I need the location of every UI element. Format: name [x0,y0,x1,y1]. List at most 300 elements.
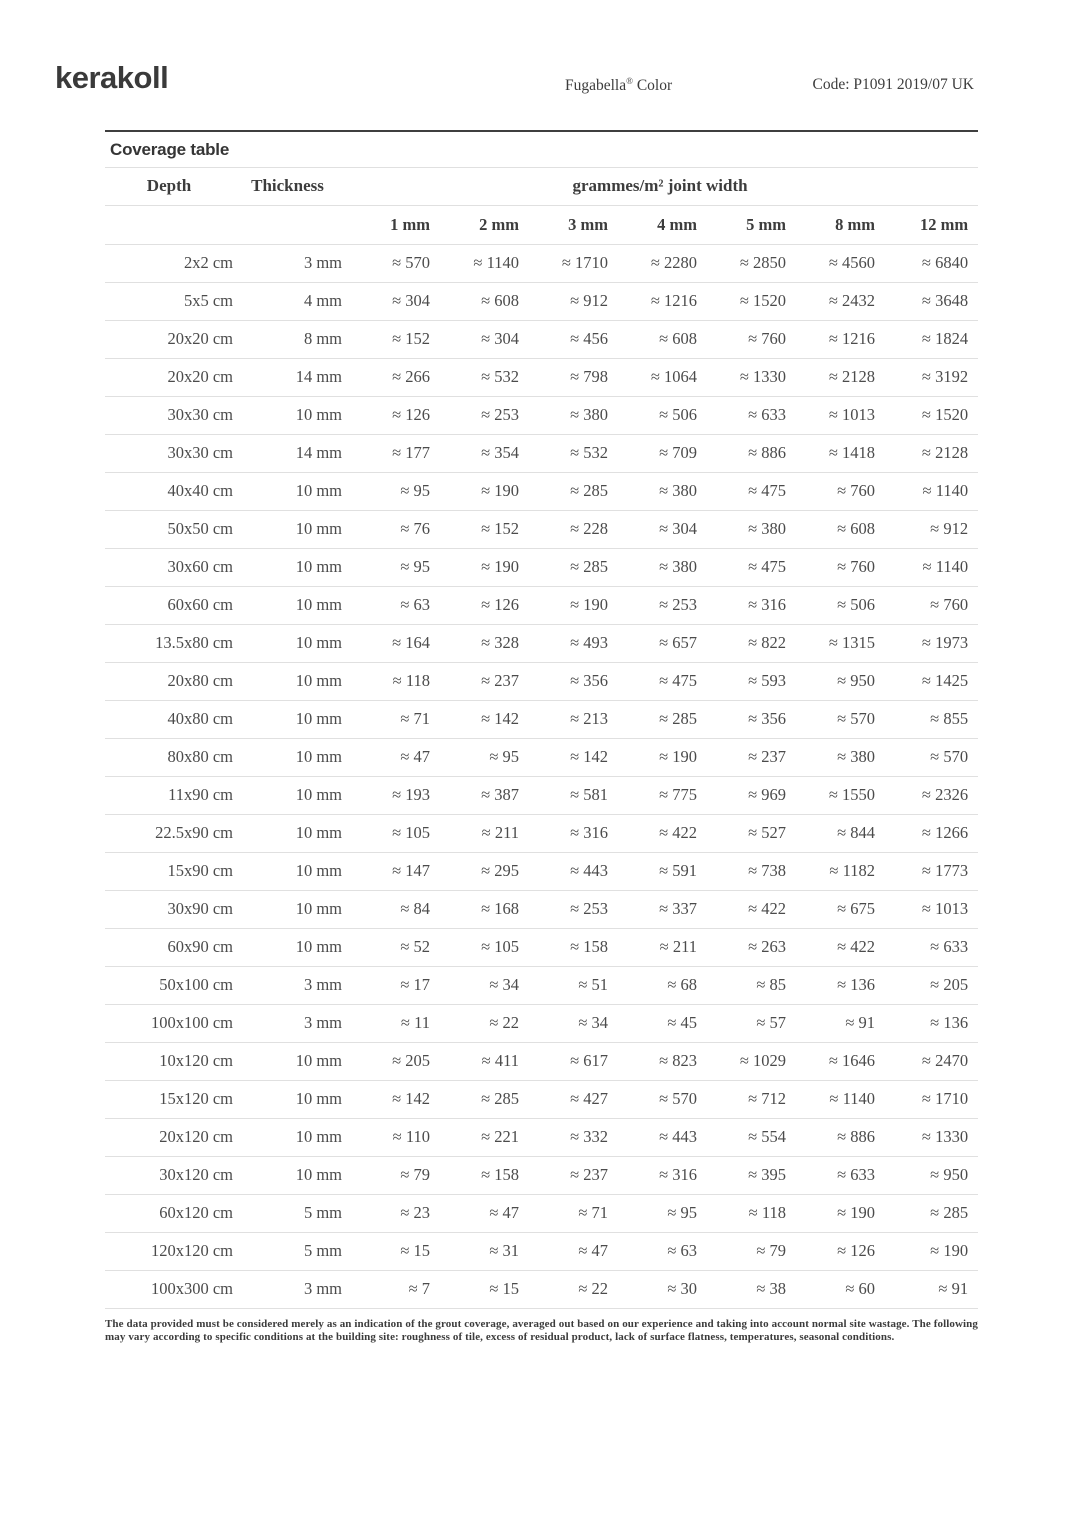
kerakoll-logo: kerakoll [55,60,169,95]
value-cell: ≈ 570 [608,1080,697,1118]
value-cell: ≈ 1973 [875,624,978,662]
value-cell: ≈ 912 [519,282,608,320]
value-cell: ≈ 1520 [875,396,978,434]
table-row [105,890,978,928]
table-header-row [105,168,978,205]
value-cell: ≈ 855 [875,700,978,738]
thickness-cell: 3 mm [233,1004,342,1042]
value-cell: ≈ 57 [697,1004,786,1042]
value-cell: ≈ 422 [786,928,875,966]
depth-cell: 5x5 cm [105,282,233,320]
value-cell: ≈ 356 [519,662,608,700]
value-cell: ≈ 422 [608,814,697,852]
value-cell: ≈ 52 [342,928,430,966]
value-cell: ≈ 1182 [786,852,875,890]
value-cell: ≈ 213 [519,700,608,738]
value-cell: ≈ 1418 [786,434,875,472]
value-cell: ≈ 158 [430,1156,519,1194]
value-cell: ≈ 1064 [608,358,697,396]
value-cell: ≈ 2326 [875,776,978,814]
value-cell: ≈ 190 [875,1232,978,1270]
value-cell: ≈ 475 [697,548,786,586]
value-cell: ≈ 443 [608,1118,697,1156]
value-cell: ≈ 211 [608,928,697,966]
table-row [105,966,978,1004]
value-cell: ≈ 950 [786,662,875,700]
table-row [105,1270,978,1308]
depth-cell: 30x30 cm [105,396,233,434]
value-cell: ≈ 316 [697,586,786,624]
thickness-cell: 14 mm [233,434,342,472]
depth-cell: 11x90 cm [105,776,233,814]
value-cell: ≈ 142 [519,738,608,776]
table-row [105,776,978,814]
value-cell: ≈ 147 [342,852,430,890]
value-cell: ≈ 3648 [875,282,978,320]
value-cell: ≈ 34 [519,1004,608,1042]
thickness-cell: 10 mm [233,814,342,852]
value-cell: ≈ 593 [697,662,786,700]
table-row [105,1232,978,1270]
thickness-cell: 10 mm [233,700,342,738]
table-row [105,1080,978,1118]
value-cell: ≈ 380 [608,548,697,586]
value-cell: ≈ 190 [519,586,608,624]
joint-width-group-header: grammes/m² joint width [342,168,978,205]
value-cell: ≈ 190 [430,472,519,510]
value-cell: ≈ 608 [430,282,519,320]
value-cell: ≈ 1216 [786,320,875,358]
value-cell: ≈ 844 [786,814,875,852]
value-cell: ≈ 1330 [697,358,786,396]
joint-width-header: 2 mm [430,205,519,244]
thickness-cell: 10 mm [233,1156,342,1194]
value-cell: ≈ 51 [519,966,608,1004]
value-cell: ≈ 105 [342,814,430,852]
table-row [105,1118,978,1156]
value-cell: ≈ 237 [430,662,519,700]
value-cell: ≈ 237 [697,738,786,776]
value-cell: ≈ 152 [430,510,519,548]
depth-cell: 30x90 cm [105,890,233,928]
value-cell: ≈ 709 [608,434,697,472]
value-cell: ≈ 1646 [786,1042,875,1080]
value-cell: ≈ 79 [342,1156,430,1194]
value-cell: ≈ 1710 [875,1080,978,1118]
value-cell: ≈ 411 [430,1042,519,1080]
value-cell: ≈ 2280 [608,244,697,282]
value-cell: ≈ 266 [342,358,430,396]
value-cell: ≈ 328 [430,624,519,662]
table-row [105,700,978,738]
value-cell: ≈ 60 [786,1270,875,1308]
thickness-cell: 3 mm [233,244,342,282]
value-cell: ≈ 427 [519,1080,608,1118]
table-row [105,1042,978,1080]
value-cell: ≈ 337 [608,890,697,928]
value-cell: ≈ 142 [342,1080,430,1118]
thickness-cell: 10 mm [233,890,342,928]
value-cell: ≈ 316 [519,814,608,852]
value-cell: ≈ 554 [697,1118,786,1156]
value-cell: ≈ 475 [608,662,697,700]
value-cell: ≈ 2470 [875,1042,978,1080]
value-cell: ≈ 11 [342,1004,430,1042]
value-cell: ≈ 380 [519,396,608,434]
depth-cell: 30x30 cm [105,434,233,472]
thickness-cell: 3 mm [233,1270,342,1308]
value-cell: ≈ 1425 [875,662,978,700]
value-cell: ≈ 1029 [697,1042,786,1080]
value-cell: ≈ 71 [519,1194,608,1232]
value-cell: ≈ 285 [608,700,697,738]
value-cell: ≈ 591 [608,852,697,890]
value-cell: ≈ 136 [786,966,875,1004]
thickness-cell: 10 mm [233,1042,342,1080]
depth-cell: 22.5x90 cm [105,814,233,852]
thickness-cell: 5 mm [233,1194,342,1232]
value-cell: ≈ 263 [697,928,786,966]
joint-width-header: 8 mm [786,205,875,244]
value-cell: ≈ 570 [342,244,430,282]
joint-width-header: 1 mm [342,205,430,244]
thickness-cell: 10 mm [233,928,342,966]
value-cell: ≈ 617 [519,1042,608,1080]
depth-cell: 10x120 cm [105,1042,233,1080]
thickness-cell: 10 mm [233,662,342,700]
value-cell: ≈ 126 [342,396,430,434]
value-cell: ≈ 760 [697,320,786,358]
value-cell: ≈ 221 [430,1118,519,1156]
value-cell: ≈ 63 [342,586,430,624]
thickness-cell: 10 mm [233,396,342,434]
value-cell: ≈ 47 [430,1194,519,1232]
value-cell: ≈ 1550 [786,776,875,814]
value-cell: ≈ 506 [608,396,697,434]
thickness-cell: 10 mm [233,624,342,662]
value-cell: ≈ 354 [430,434,519,472]
value-cell: ≈ 118 [342,662,430,700]
value-cell: ≈ 3192 [875,358,978,396]
joint-width-header: 5 mm [697,205,786,244]
value-cell: ≈ 527 [697,814,786,852]
value-cell: ≈ 1773 [875,852,978,890]
value-cell: ≈ 969 [697,776,786,814]
value-cell: ≈ 422 [697,890,786,928]
value-cell: ≈ 332 [519,1118,608,1156]
value-cell: ≈ 657 [608,624,697,662]
joint-width-header: 3 mm [519,205,608,244]
value-cell: ≈ 76 [342,510,430,548]
value-cell: ≈ 71 [342,700,430,738]
value-cell: ≈ 712 [697,1080,786,1118]
depth-cell: 40x40 cm [105,472,233,510]
value-cell: ≈ 1710 [519,244,608,282]
value-cell: ≈ 608 [608,320,697,358]
product-name [565,76,672,95]
thickness-cell: 10 mm [233,586,342,624]
value-cell: ≈ 22 [519,1270,608,1308]
value-cell: ≈ 493 [519,624,608,662]
value-cell: ≈ 1013 [786,396,875,434]
empty-header-cell [233,205,342,244]
value-cell: ≈ 47 [519,1232,608,1270]
thickness-column-header: Thickness [233,168,342,205]
table-row [105,738,978,776]
value-cell: ≈ 950 [875,1156,978,1194]
depth-cell: 13.5x80 cm [105,624,233,662]
value-cell: ≈ 304 [608,510,697,548]
value-cell: ≈ 886 [697,434,786,472]
value-cell: ≈ 285 [875,1194,978,1232]
table-row [105,510,978,548]
value-cell: ≈ 1315 [786,624,875,662]
joint-width-header: 4 mm [608,205,697,244]
table-row [105,434,978,472]
thickness-cell: 10 mm [233,852,342,890]
value-cell: ≈ 633 [697,396,786,434]
value-cell: ≈ 164 [342,624,430,662]
value-cell: ≈ 798 [519,358,608,396]
value-cell: ≈ 15 [342,1232,430,1270]
value-cell: ≈ 395 [697,1156,786,1194]
depth-cell: 40x80 cm [105,700,233,738]
value-cell: ≈ 1140 [430,244,519,282]
value-cell: ≈ 228 [519,510,608,548]
value-cell: ≈ 2432 [786,282,875,320]
value-cell: ≈ 91 [875,1270,978,1308]
value-cell: ≈ 1824 [875,320,978,358]
value-cell: ≈ 63 [608,1232,697,1270]
value-cell: ≈ 2850 [697,244,786,282]
value-cell: ≈ 190 [608,738,697,776]
value-cell: ≈ 675 [786,890,875,928]
footnote: The data provided must be considered merely as an indication of the grout coverage, averaged out based on our experience and taking into account normal site wastage. The following may vary according to specific conditions at the building site: roughness of tile, excess of residual product, lack of surface flatness, temperatures, seasonal conditions. [105,1317,978,1343]
depth-cell: 100x100 cm [105,1004,233,1042]
value-cell: ≈ 633 [786,1156,875,1194]
value-cell: ≈ 633 [875,928,978,966]
table-row [105,320,978,358]
depth-cell: 20x20 cm [105,320,233,358]
value-cell: ≈ 886 [786,1118,875,1156]
value-cell: ≈ 190 [786,1194,875,1232]
depth-cell: 60x60 cm [105,586,233,624]
value-cell: ≈ 304 [342,282,430,320]
table-row [105,358,978,396]
value-cell: ≈ 912 [875,510,978,548]
value-cell: ≈ 31 [430,1232,519,1270]
value-cell: ≈ 23 [342,1194,430,1232]
value-cell: ≈ 34 [430,966,519,1004]
depth-cell: 30x60 cm [105,548,233,586]
value-cell: ≈ 532 [430,358,519,396]
value-cell: ≈ 2128 [786,358,875,396]
value-cell: ≈ 22 [430,1004,519,1042]
value-cell: ≈ 193 [342,776,430,814]
depth-cell: 80x80 cm [105,738,233,776]
depth-cell: 100x300 cm [105,1270,233,1308]
value-cell: ≈ 1140 [786,1080,875,1118]
value-cell: ≈ 95 [608,1194,697,1232]
value-cell: ≈ 211 [430,814,519,852]
value-cell: ≈ 380 [608,472,697,510]
depth-cell: 50x100 cm [105,966,233,1004]
table-row [105,472,978,510]
value-cell: ≈ 152 [342,320,430,358]
table-row [105,928,978,966]
value-cell: ≈ 456 [519,320,608,358]
value-cell: ≈ 1140 [875,472,978,510]
value-cell: ≈ 295 [430,852,519,890]
value-cell: ≈ 95 [430,738,519,776]
table-row [105,586,978,624]
value-cell: ≈ 285 [430,1080,519,1118]
value-cell: ≈ 253 [430,396,519,434]
depth-cell: 30x120 cm [105,1156,233,1194]
value-cell: ≈ 316 [608,1156,697,1194]
value-cell: ≈ 7 [342,1270,430,1308]
depth-cell: 120x120 cm [105,1232,233,1270]
thickness-cell: 10 mm [233,1080,342,1118]
value-cell: ≈ 190 [430,548,519,586]
coverage-table-title: Coverage table [110,139,230,159]
value-cell: ≈ 110 [342,1118,430,1156]
coverage-table-title-block [105,130,978,168]
table-row [105,662,978,700]
thickness-cell: 3 mm [233,966,342,1004]
value-cell: ≈ 85 [697,966,786,1004]
value-cell: ≈ 253 [519,890,608,928]
registered-trademark-symbol: ® [626,76,633,86]
value-cell: ≈ 380 [786,738,875,776]
value-cell: ≈ 79 [697,1232,786,1270]
value-cell: ≈ 285 [519,548,608,586]
thickness-cell: 10 mm [233,548,342,586]
table-row [105,1194,978,1232]
thickness-cell: 8 mm [233,320,342,358]
value-cell: ≈ 822 [697,624,786,662]
value-cell: ≈ 532 [519,434,608,472]
thickness-cell: 14 mm [233,358,342,396]
value-cell: ≈ 304 [430,320,519,358]
value-cell: ≈ 84 [342,890,430,928]
table-row [105,282,978,320]
value-cell: ≈ 205 [875,966,978,1004]
value-cell: ≈ 760 [786,472,875,510]
value-cell: ≈ 1266 [875,814,978,852]
depth-cell: 20x80 cm [105,662,233,700]
value-cell: ≈ 443 [519,852,608,890]
value-cell: ≈ 205 [342,1042,430,1080]
value-cell: ≈ 1140 [875,548,978,586]
value-cell: ≈ 95 [342,472,430,510]
value-cell: ≈ 105 [430,928,519,966]
value-cell: ≈ 738 [697,852,786,890]
table-row [105,548,978,586]
value-cell: ≈ 253 [608,586,697,624]
thickness-cell: 10 mm [233,776,342,814]
table-row [105,814,978,852]
value-cell: ≈ 168 [430,890,519,928]
value-cell: ≈ 356 [697,700,786,738]
value-cell: ≈ 387 [430,776,519,814]
value-cell: ≈ 2128 [875,434,978,472]
value-cell: ≈ 775 [608,776,697,814]
thickness-cell: 4 mm [233,282,342,320]
table-row [105,624,978,662]
table-row [105,244,978,282]
depth-cell: 50x50 cm [105,510,233,548]
depth-cell: 60x90 cm [105,928,233,966]
depth-cell: 15x90 cm [105,852,233,890]
value-cell: ≈ 95 [342,548,430,586]
value-cell: ≈ 285 [519,472,608,510]
depth-cell: 20x20 cm [105,358,233,396]
value-cell: ≈ 1216 [608,282,697,320]
table-row [105,852,978,890]
value-cell: ≈ 760 [786,548,875,586]
depth-cell: 20x120 cm [105,1118,233,1156]
depth-column-header: Depth [105,168,233,205]
value-cell: ≈ 126 [786,1232,875,1270]
value-cell: ≈ 475 [697,472,786,510]
value-cell: ≈ 380 [697,510,786,548]
coverage-table [105,168,978,1309]
value-cell: ≈ 1520 [697,282,786,320]
joint-width-header-row [105,205,978,244]
value-cell: ≈ 237 [519,1156,608,1194]
thickness-cell: 10 mm [233,510,342,548]
document-code: Code: P1091 2019/07 UK [812,76,974,93]
value-cell: ≈ 608 [786,510,875,548]
value-cell: ≈ 570 [875,738,978,776]
product-name-variant: Color [632,77,673,94]
content-area [105,130,978,1345]
thickness-cell: 10 mm [233,1118,342,1156]
value-cell: ≈ 6840 [875,244,978,282]
value-cell: ≈ 4560 [786,244,875,282]
value-cell: ≈ 136 [875,1004,978,1042]
thickness-cell: 5 mm [233,1232,342,1270]
value-cell: ≈ 506 [786,586,875,624]
table-row [105,1156,978,1194]
value-cell: ≈ 47 [342,738,430,776]
value-cell: ≈ 760 [875,586,978,624]
value-cell: ≈ 30 [608,1270,697,1308]
value-cell: ≈ 126 [430,586,519,624]
value-cell: ≈ 91 [786,1004,875,1042]
value-cell: ≈ 38 [697,1270,786,1308]
value-cell: ≈ 45 [608,1004,697,1042]
table-row [105,1004,978,1042]
value-cell: ≈ 158 [519,928,608,966]
value-cell: ≈ 17 [342,966,430,1004]
value-cell: ≈ 1330 [875,1118,978,1156]
value-cell: ≈ 15 [430,1270,519,1308]
value-cell: ≈ 118 [697,1194,786,1232]
value-cell: ≈ 68 [608,966,697,1004]
value-cell: ≈ 142 [430,700,519,738]
value-cell: ≈ 177 [342,434,430,472]
depth-cell: 60x120 cm [105,1194,233,1232]
joint-width-header: 12 mm [875,205,978,244]
product-name-main: Fugabella [565,77,627,94]
value-cell: ≈ 1013 [875,890,978,928]
depth-cell: 2x2 cm [105,244,233,282]
value-cell: ≈ 581 [519,776,608,814]
thickness-cell: 10 mm [233,738,342,776]
value-cell: ≈ 823 [608,1042,697,1080]
